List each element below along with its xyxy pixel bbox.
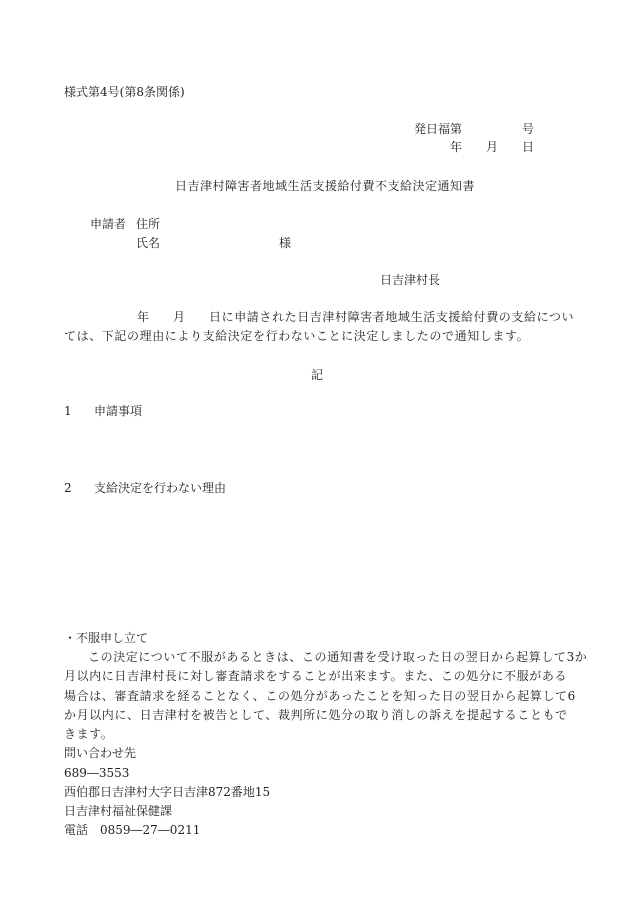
body-year: 年 <box>137 310 150 324</box>
document-title: 日吉津村障害者地域生活支援給付費不支給決定通知書 <box>175 179 476 193</box>
contact-postal: 689―3553 <box>64 766 130 780</box>
contact-address: 西伯郡日吉津村大字日吉津872番地15 <box>64 785 271 799</box>
ki-heading: 記 <box>311 368 324 382</box>
appeal-line: か月以内に、日吉津村を被告として、裁判所に処分の取り消しの訴えを提起することもで <box>64 708 568 722</box>
appeal-line: 場合は、審査請求を経ることなく、この処分があったことを知った日の翌日から起算して6 <box>64 689 576 703</box>
appeal-line: 月以内に日吉津村長に対し審査請求をすることが出来ます。また、この処分に不服がある <box>64 669 568 683</box>
form-label: 様式第4号(第8条関係) <box>64 85 185 99</box>
honorific: 様 <box>279 236 292 250</box>
doc-number-prefix: 発日福第 <box>414 122 463 136</box>
contact-heading: 問い合わせ先 <box>64 746 137 760</box>
appeal-heading: ・不服申し立て <box>64 631 149 645</box>
contact-phone: 0859―27―0211 <box>100 823 201 837</box>
address-label: 住所 <box>136 217 161 231</box>
appeal-line: きます。 <box>64 727 114 741</box>
contact-department: 日吉津村福祉保健課 <box>64 804 173 818</box>
date-month: 月 <box>486 140 499 154</box>
section-2-number: 2 <box>64 481 72 495</box>
body-line-1: 日に申請された日吉津村障害者地域生活支援給付費の支給につい <box>209 310 575 324</box>
contact-phone-label: 電話 <box>64 823 89 837</box>
section-2-label: 支給決定を行わない理由 <box>94 481 227 495</box>
date-year: 年 <box>450 140 463 154</box>
body-month: 月 <box>173 310 186 324</box>
name-label: 氏名 <box>136 236 161 250</box>
applicant-label: 申請者 <box>90 217 127 231</box>
issuer: 日吉津村長 <box>380 273 441 287</box>
section-1-number: 1 <box>64 404 72 418</box>
section-1-label: 申請事項 <box>94 404 143 418</box>
body-line-2: ては、下記の理由により支給決定を行わないことに決定しましたので通知します。 <box>64 329 530 343</box>
doc-number-suffix: 号 <box>522 122 535 136</box>
appeal-line: この決定について不服があるときは、この通知書を受け取った日の翌日から起算して3か <box>88 650 588 664</box>
date-day: 日 <box>522 140 535 154</box>
